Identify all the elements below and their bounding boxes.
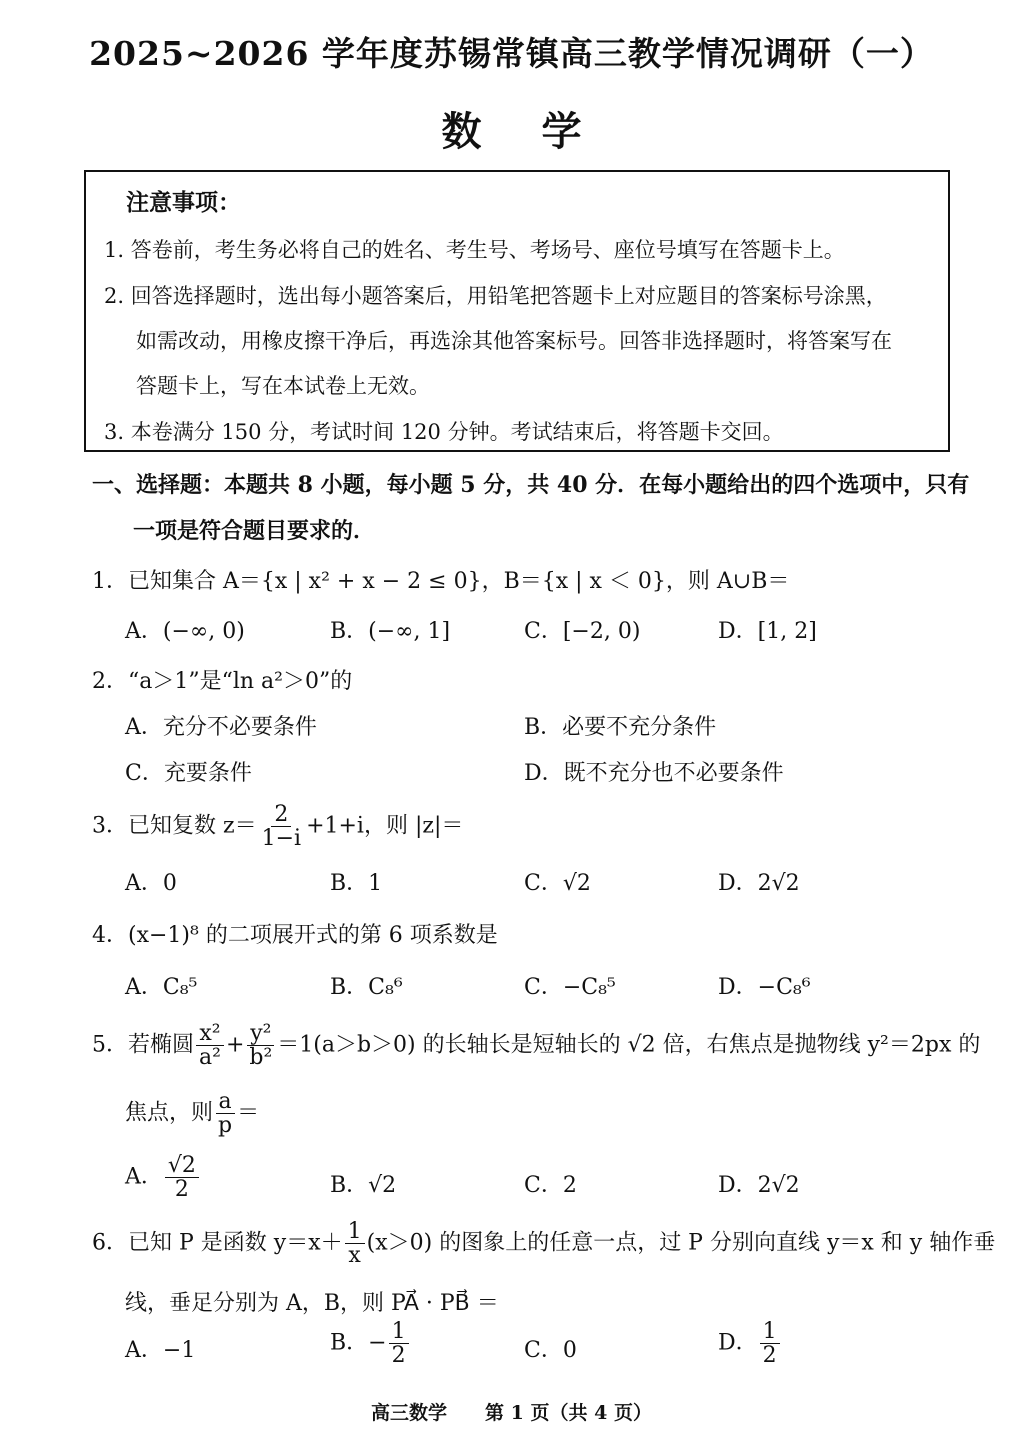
question-5-option-c: C．2 [524,1173,577,1198]
question-1-option-a: A．(−∞, 0) [125,619,245,644]
question-5-frac3-num: a [216,1090,235,1114]
question-5-fraction-ap [215,1090,235,1137]
question-5-stem [92,1022,980,1069]
question-1-option-d: D．[1, 2] [718,619,817,644]
question-5-line2-pre: 焦点，则 [125,1100,214,1126]
section-heading: 一、选择题：本题共 8 小题，每小题 5 分，共 40 分．在每小题给出的四个选项中，只有 [92,472,970,498]
question-3-stem-post: +1+i，则 |z|＝ [306,813,464,839]
question-6-option-b [330,1320,411,1367]
question-6-option-d-label: D． [718,1330,758,1356]
subject-title: 数学 [441,108,642,155]
question-5-frac2-den: b² [249,1045,273,1071]
question-3-option-b: B．1 [330,871,383,896]
question-6-option-b-den: 2 [391,1343,406,1369]
question-6-stem-post: (x＞0) 的图象上的任意一点，过 P 分别向直线 y＝x 和 y 轴作垂 [366,1230,996,1256]
question-6-stem [92,1220,995,1267]
question-5-frac1-den: a² [199,1045,221,1071]
question-6-frac-den: x [348,1243,361,1269]
question-5-option-a [125,1154,201,1201]
question-1-option-b: B．(−∞, 1] [330,619,451,644]
question-6-stem-line2: 线，垂足分别为 A，B，则 PA⃗ · PB⃗ ＝ [125,1291,499,1316]
notice-title: 注意事项： [126,189,241,216]
question-6-option-d-fraction [760,1320,780,1367]
page-title: 2025~2026 学年度苏锡常镇高三教学情况调研（一） [89,34,934,73]
question-5-stem-line2 [125,1090,259,1137]
notice-item-2-cont2: 答题卡上，写在本试卷上无效。 [136,374,430,398]
question-5-frac3-den: p [218,1113,233,1139]
question-3-fraction [259,803,304,850]
notice-item-3: 3. 本卷满分 150 分，考试时间 120 分钟。考试结束后，将答题卡交回。 [104,420,784,444]
question-3-option-a: A．0 [125,871,177,896]
notice-box [84,170,950,452]
question-6-option-b-fraction [389,1320,409,1367]
question-2-option-b: B．必要不充分条件 [524,715,717,740]
question-2-option-d: D．既不充分也不必要条件 [524,761,784,786]
question-5-option-d: D．2√2 [718,1173,800,1198]
question-3-option-d: D．2√2 [718,871,800,896]
question-5-frac1-num: x² [196,1022,223,1046]
page-footer: 高三数学 第 1 页（共 4 页） [371,1402,652,1424]
question-5-option-a-fraction [165,1154,199,1201]
question-3-option-c: C．√2 [524,871,591,896]
question-5-option-a-den: 2 [174,1177,189,1203]
question-6-frac-num: 1 [345,1220,365,1244]
question-5-plus: + [225,1032,245,1058]
question-6-option-d-den: 2 [762,1343,777,1369]
question-3-frac-num: 2 [271,803,291,827]
question-6-option-a: A．−1 [125,1338,196,1363]
question-5-fraction-x [196,1022,224,1069]
question-6-option-b-label: B．− [330,1330,387,1356]
question-6-option-b-num: 1 [389,1320,409,1344]
question-2-option-a: A．充分不必要条件 [125,715,317,740]
question-3-stem [92,803,463,850]
question-4-option-c: C．−C₈⁵ [524,975,616,1000]
question-3-stem-pre: 3．已知复数 z＝ [92,813,257,839]
question-2-stem: 2．“a＞1”是“ln a²＞0”的 [92,669,353,694]
question-4-option-a: A．C₈⁵ [125,975,198,1000]
question-5-frac2-num: y² [247,1022,274,1046]
question-5-line2-post: ＝ [237,1100,260,1126]
question-5-stem-pre: 5．若椭圆 [92,1032,194,1058]
question-4-option-b: B．C₈⁶ [330,975,403,1000]
question-4-stem: 4．(x−1)⁸ 的二项展开式的第 6 项系数是 [92,923,498,948]
question-5-stem-post: ＝1(a＞b＞0) 的长轴长是短轴长的 √2 倍，右焦点是抛物线 y²＝2px 的 [277,1032,981,1058]
question-3-frac-den: 1−i [261,826,302,852]
question-5-option-a-label: A． [125,1164,163,1190]
question-6-option-c: C．0 [524,1338,577,1363]
question-5-fraction-y [246,1022,275,1069]
notice-item-2-cont: 如需改动，用橡皮擦干净后，再选涂其他答案标号。回答非选择题时，将答案写在 [136,329,892,353]
question-6-option-d [718,1320,782,1367]
notice-item-1: 1. 答卷前，考生务必将自己的姓名、考生号、考场号、座位号填写在答题卡上。 [104,238,845,262]
question-2-option-c: C．充要条件 [125,761,252,786]
question-6-option-d-num: 1 [760,1320,780,1344]
question-6-stem-pre: 6．已知 P 是函数 y＝x＋ [92,1230,343,1256]
notice-item-2: 2. 回答选择题时，选出每小题答案后，用铅笔把答题卡上对应题目的答案标号涂黑， [104,284,887,308]
question-6-fraction [345,1220,365,1267]
question-1-option-c: C．[−2, 0) [524,619,641,644]
question-4-option-d: D．−C₈⁶ [718,975,811,1000]
question-5-option-a-num: √2 [165,1154,199,1178]
question-5-option-b: B．√2 [330,1173,397,1198]
section-heading-cont: 一项是符合题目要求的． [133,518,376,544]
question-1-stem: 1．已知集合 A＝{x | x² + x − 2 ≤ 0}，B＝{x | x ＜ 0}，则 A∪B＝ [92,569,790,594]
